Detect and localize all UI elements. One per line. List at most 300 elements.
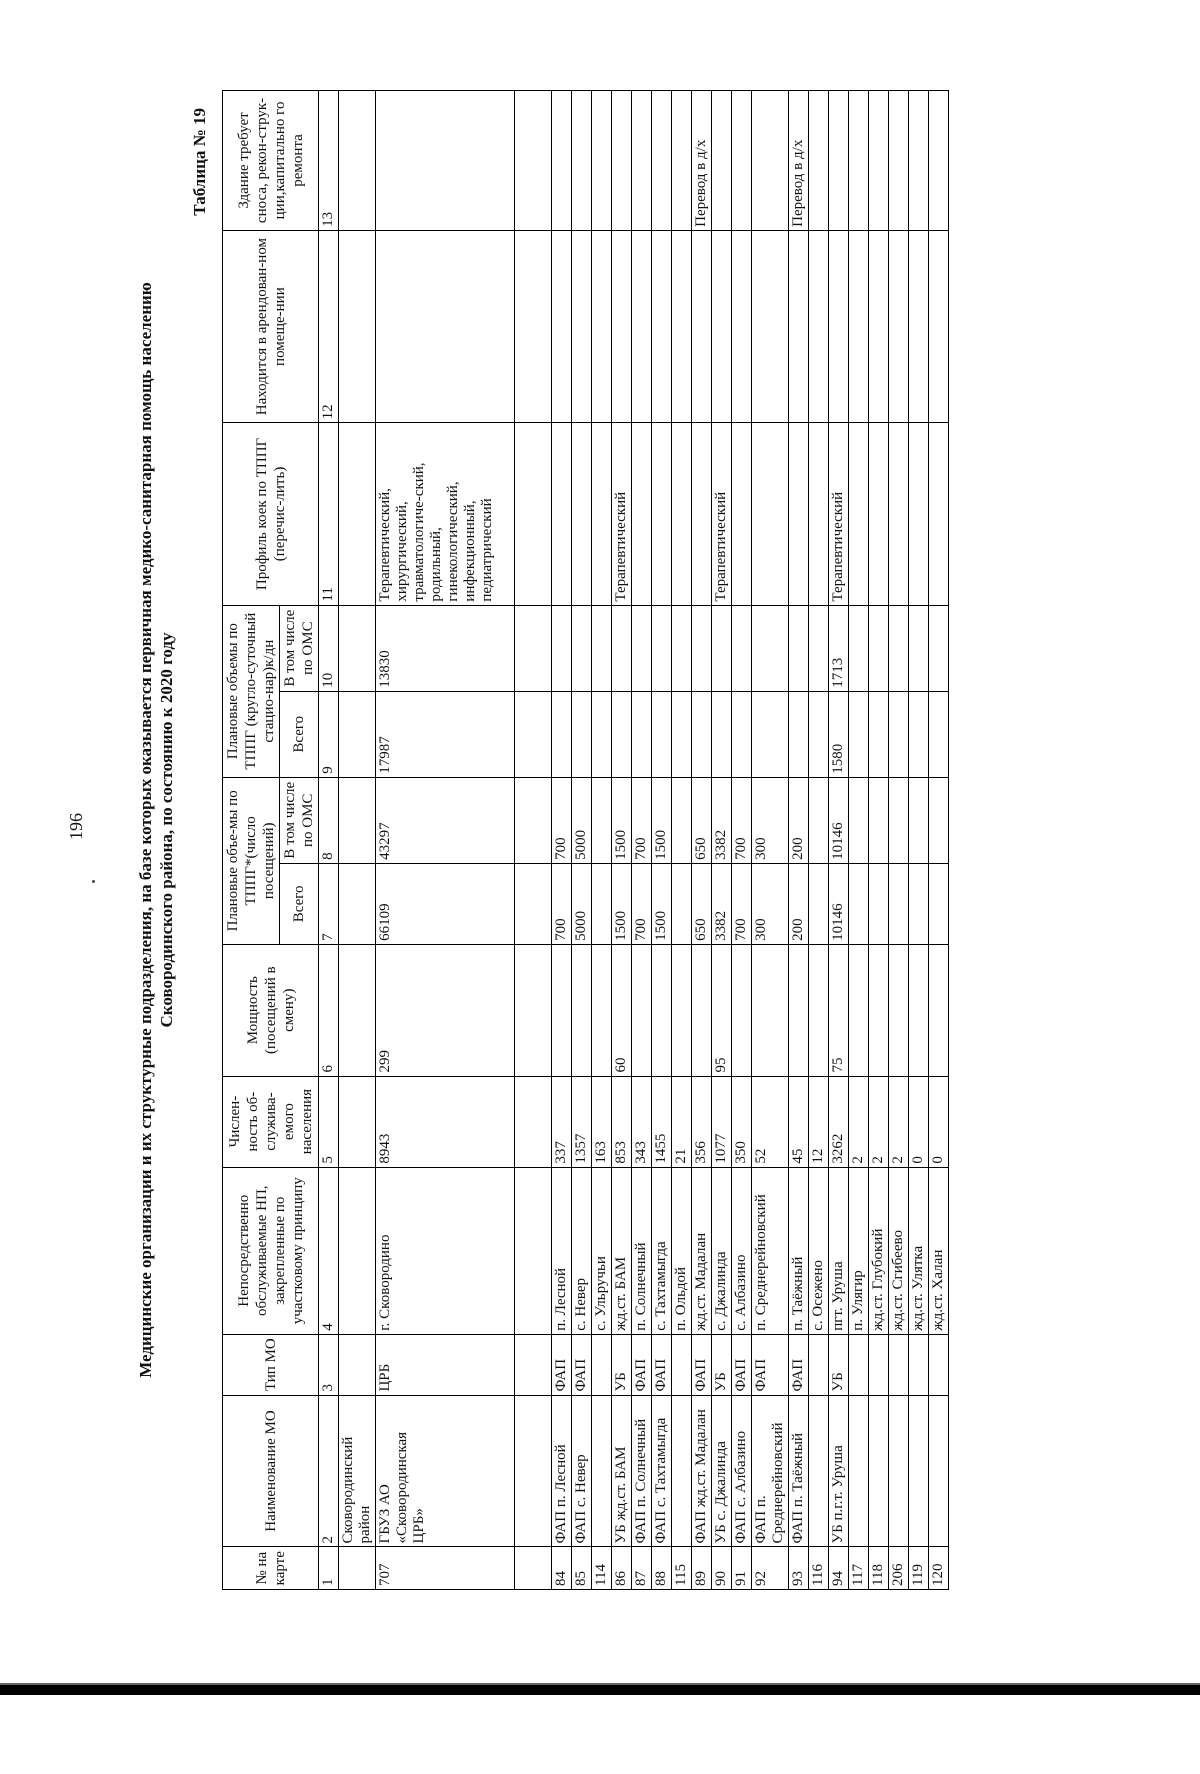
building-repair-cell <box>849 91 869 231</box>
visits-oms-cell <box>592 777 612 863</box>
column-number: 1 <box>319 1547 339 1590</box>
mo-type-cell <box>889 1334 909 1395</box>
beddays-total-cell <box>809 691 829 777</box>
table-row <box>712 91 732 1590</box>
rented-cell <box>552 230 572 422</box>
visits-total-cell: 3382 <box>712 863 732 944</box>
visits-oms-cell: 700 <box>552 777 572 863</box>
beddays-oms-cell <box>732 605 752 691</box>
beddays-total-cell <box>592 691 612 777</box>
mo-name-cell <box>592 1395 612 1547</box>
column-number: 8 <box>319 777 339 863</box>
column-number: 5 <box>319 1076 339 1167</box>
population-cell: 356 <box>692 1076 712 1167</box>
visits-oms-cell <box>515 777 552 863</box>
capacity-cell <box>552 944 572 1076</box>
beddays-oms-cell <box>889 605 909 691</box>
rented-cell <box>572 230 592 422</box>
population-cell: 3262 <box>829 1076 849 1167</box>
building-repair-cell <box>652 91 672 231</box>
visits-total-cell: 200 <box>789 863 809 944</box>
settlement-cell: с. Албазино <box>732 1167 752 1334</box>
visits-oms-cell: 3382 <box>712 777 732 863</box>
rented-cell <box>515 230 552 422</box>
capacity-cell <box>515 944 552 1076</box>
visits-total-cell <box>592 863 612 944</box>
map-number-cell: 92 <box>752 1547 789 1590</box>
column-number: 2 <box>319 1395 339 1547</box>
beddays-total-cell <box>849 691 869 777</box>
settlement-cell: п. Улягир <box>849 1167 869 1334</box>
mo-name-cell: Сковородинский район <box>339 1395 376 1547</box>
visits-oms-cell: 300 <box>752 777 789 863</box>
table-row <box>849 91 869 1590</box>
bed-profile-cell <box>592 423 612 605</box>
map-number-cell: 86 <box>612 1547 632 1590</box>
population-cell: 2 <box>869 1076 889 1167</box>
bed-profile-cell <box>849 423 869 605</box>
rented-cell <box>339 230 376 422</box>
rented-cell <box>829 230 849 422</box>
rented-cell <box>632 230 652 422</box>
visits-total-cell <box>909 863 929 944</box>
settlement-cell: п. Таёжный <box>789 1167 809 1334</box>
capacity-cell <box>652 944 672 1076</box>
rented-cell <box>869 230 889 422</box>
header-beddays-oms: В том числе по ОМС <box>280 605 319 691</box>
mo-name-cell: ФАП с. Невер <box>572 1395 592 1547</box>
capacity-cell: 299 <box>376 944 515 1076</box>
building-repair-cell <box>889 91 909 231</box>
mo-type-cell: ФАП <box>789 1334 809 1395</box>
map-number-cell: 120 <box>929 1547 949 1590</box>
population-cell: 1077 <box>712 1076 732 1167</box>
column-number: 7 <box>319 863 339 944</box>
visits-oms-cell <box>339 777 376 863</box>
bed-profile-cell <box>789 423 809 605</box>
bed-profile-cell <box>752 423 789 605</box>
building-repair-cell <box>712 91 732 231</box>
column-number: 9 <box>319 691 339 777</box>
building-repair-cell <box>929 91 949 231</box>
visits-oms-cell <box>929 777 949 863</box>
mo-name-cell: ФАП с. Албазино <box>732 1395 752 1547</box>
rented-cell <box>732 230 752 422</box>
bed-profile-cell <box>572 423 592 605</box>
rented-cell <box>612 230 632 422</box>
rented-cell <box>592 230 612 422</box>
header-capacity: Мощность (посещений в смену) <box>223 944 319 1076</box>
mo-type-cell <box>809 1334 829 1395</box>
capacity-cell: 95 <box>712 944 732 1076</box>
rented-cell <box>752 230 789 422</box>
table-label: Таблица № 19 <box>190 108 209 216</box>
map-number-cell <box>339 1547 376 1590</box>
building-repair-cell: Перевод в д/х <box>789 91 809 231</box>
header-bed-profile: Профиль коек по ТППГ (перечис-лить) <box>223 423 319 605</box>
beddays-total-cell <box>652 691 672 777</box>
column-number: 6 <box>319 944 339 1076</box>
building-repair-cell <box>612 91 632 231</box>
mo-type-cell: ФАП <box>572 1334 592 1395</box>
mo-type-cell: УБ <box>712 1334 732 1395</box>
bed-profile-cell <box>909 423 929 605</box>
population-cell <box>515 1076 552 1167</box>
map-number-cell: 114 <box>592 1547 612 1590</box>
rented-cell <box>849 230 869 422</box>
beddays-oms-cell <box>692 605 712 691</box>
map-number-cell: 91 <box>732 1547 752 1590</box>
bed-profile-cell <box>929 423 949 605</box>
mo-name-cell <box>515 1395 552 1547</box>
mo-type-cell <box>929 1334 949 1395</box>
bed-profile-cell <box>732 423 752 605</box>
mo-type-cell <box>339 1334 376 1395</box>
building-repair-cell <box>752 91 789 231</box>
map-number-cell: 85 <box>572 1547 592 1590</box>
beddays-total-cell <box>752 691 789 777</box>
bed-profile-cell <box>809 423 829 605</box>
settlement-cell: с. Ульручьи <box>592 1167 612 1334</box>
visits-oms-cell <box>849 777 869 863</box>
header-mo-type: Тип МО <box>223 1334 319 1395</box>
beddays-oms-cell <box>909 605 929 691</box>
settlement-cell <box>339 1167 376 1334</box>
table-row <box>909 91 929 1590</box>
header-visits-oms: В том числе по ОМС <box>280 777 319 863</box>
header-visits-total: Всего <box>280 863 319 944</box>
population-cell: 2 <box>889 1076 909 1167</box>
beddays-oms-cell <box>672 605 692 691</box>
bed-profile-cell: Терапевтический <box>612 423 632 605</box>
beddays-oms-cell <box>652 605 672 691</box>
beddays-oms-cell <box>515 605 552 691</box>
map-number-cell: 118 <box>869 1547 889 1590</box>
population-cell: 343 <box>632 1076 652 1167</box>
capacity-cell: 75 <box>829 944 849 1076</box>
settlement-cell: с. Осежено <box>809 1167 829 1334</box>
mo-name-cell <box>869 1395 889 1547</box>
settlement-cell: г. Сковородино <box>376 1167 515 1334</box>
visits-total-cell <box>515 863 552 944</box>
mo-type-cell <box>672 1334 692 1395</box>
beddays-total-cell <box>712 691 732 777</box>
beddays-oms-cell <box>809 605 829 691</box>
document-title <box>135 150 177 1510</box>
mo-name-cell: ФАП с. Тахтамыгда <box>652 1395 672 1547</box>
settlement-cell: жд.ст. Улятка <box>909 1167 929 1334</box>
beddays-total-cell <box>692 691 712 777</box>
bed-profile-cell <box>632 423 652 605</box>
title-line-1: Медицинские организации и их структурные подразделения, на базе которых оказывается первичная медико-санитарная помощь населению <box>136 282 155 1378</box>
visits-oms-cell: 43297 <box>376 777 515 863</box>
capacity-cell <box>672 944 692 1076</box>
settlement-cell: жд.ст. Сгибеево <box>889 1167 909 1334</box>
beddays-total-cell <box>789 691 809 777</box>
building-repair-cell <box>552 91 572 231</box>
table-row <box>592 91 612 1590</box>
column-number-row <box>319 91 339 1590</box>
visits-total-cell <box>929 863 949 944</box>
beddays-oms-cell <box>929 605 949 691</box>
building-repair-cell <box>339 91 376 231</box>
header-map-number: № на карте <box>223 1547 319 1590</box>
rotated-page-content <box>0 60 1000 1620</box>
header-rented: Находится в арендован-ном помеще-нии <box>223 230 319 422</box>
header-row-1 <box>223 91 280 1590</box>
map-number-cell: 84 <box>552 1547 572 1590</box>
population-cell: 337 <box>552 1076 572 1167</box>
table-row <box>552 91 572 1590</box>
rented-cell <box>789 230 809 422</box>
capacity-cell <box>339 944 376 1076</box>
mo-type-cell: ФАП <box>632 1334 652 1395</box>
rented-cell <box>376 230 515 422</box>
table-row <box>515 91 552 1590</box>
beddays-total-cell: 17987 <box>376 691 515 777</box>
population-cell: 8943 <box>376 1076 515 1167</box>
map-number-cell: 90 <box>712 1547 732 1590</box>
population-cell: 0 <box>909 1076 929 1167</box>
mo-name-cell: ФАП п. Среднерейновский <box>752 1395 789 1547</box>
building-repair-cell <box>376 91 515 231</box>
bed-profile-cell <box>552 423 572 605</box>
settlement-cell: пгт. Уруша <box>829 1167 849 1334</box>
bed-profile-cell <box>692 423 712 605</box>
capacity-cell <box>789 944 809 1076</box>
visits-oms-cell: 5000 <box>572 777 592 863</box>
mo-name-cell <box>809 1395 829 1547</box>
map-number-cell <box>515 1547 552 1590</box>
population-cell: 12 <box>809 1076 829 1167</box>
population-cell: 52 <box>752 1076 789 1167</box>
table-row <box>869 91 889 1590</box>
visits-total-cell <box>869 863 889 944</box>
beddays-total-cell <box>869 691 889 777</box>
map-number-cell: 115 <box>672 1547 692 1590</box>
bed-profile-cell: Терапевтический <box>829 423 849 605</box>
settlement-cell: п. Лесной <box>552 1167 572 1334</box>
map-number-cell: 116 <box>809 1547 829 1590</box>
bed-profile-cell <box>515 423 552 605</box>
rented-cell <box>909 230 929 422</box>
mo-type-cell: ФАП <box>652 1334 672 1395</box>
table-row <box>376 91 515 1590</box>
capacity-cell <box>692 944 712 1076</box>
mo-name-cell <box>672 1395 692 1547</box>
table-row <box>929 91 949 1590</box>
table-row <box>652 91 672 1590</box>
visits-total-cell: 5000 <box>572 863 592 944</box>
bed-profile-cell <box>652 423 672 605</box>
population-cell: 163 <box>592 1076 612 1167</box>
capacity-cell <box>732 944 752 1076</box>
mo-name-cell: ФАП п. Таёжный <box>789 1395 809 1547</box>
visits-oms-cell <box>869 777 889 863</box>
header-planned-visits: Плановые объе-мы по ТППГ*(число посещений) <box>223 777 280 944</box>
beddays-oms-cell: 1713 <box>829 605 849 691</box>
beddays-oms-cell: 13830 <box>376 605 515 691</box>
mo-type-cell <box>592 1334 612 1395</box>
mo-type-cell <box>909 1334 929 1395</box>
rented-cell <box>652 230 672 422</box>
mo-type-cell <box>869 1334 889 1395</box>
beddays-total-cell: 1580 <box>829 691 849 777</box>
bed-profile-cell: Терапевтический, хирургический, травматологиче-ский, родильный, гинекологический, инфекционный, педиатрический <box>376 423 515 605</box>
table-row <box>809 91 829 1590</box>
mo-type-cell: ФАП <box>752 1334 789 1395</box>
beddays-total-cell <box>632 691 652 777</box>
column-number: 4 <box>319 1167 339 1334</box>
settlement-cell: жд.ст. Халан <box>929 1167 949 1334</box>
header-planned-beddays: Плановые объемы по ТППГ (кругло-суточный стацио-нар)к/дн <box>223 605 280 777</box>
beddays-oms-cell <box>632 605 652 691</box>
settlement-cell: с. Джалинда <box>712 1167 732 1334</box>
table-body <box>319 91 949 1590</box>
beddays-total-cell <box>732 691 752 777</box>
header-building-repair: Здание требует сноса, рекон-струк-ции,капитально го ремонта <box>223 91 319 231</box>
visits-oms-cell: 700 <box>632 777 652 863</box>
settlement-cell: с. Невер <box>572 1167 592 1334</box>
table-row <box>889 91 909 1590</box>
building-repair-cell: Перевод в д/х <box>692 91 712 231</box>
visits-total-cell: 1500 <box>652 863 672 944</box>
building-repair-cell <box>572 91 592 231</box>
mo-name-cell: ФАП жд.ст. Мадалан <box>692 1395 712 1547</box>
header-beddays-total: Всего <box>280 691 319 777</box>
settlement-cell: п. Ольдой <box>672 1167 692 1334</box>
mo-type-cell: ФАП <box>692 1334 712 1395</box>
visits-total-cell: 10146 <box>829 863 849 944</box>
column-number: 13 <box>319 91 339 231</box>
visits-total-cell: 300 <box>752 863 789 944</box>
beddays-total-cell <box>552 691 572 777</box>
settlement-cell: жд.ст. БАМ <box>612 1167 632 1334</box>
mo-type-cell: ФАП <box>732 1334 752 1395</box>
settlement-cell: жд.ст. Мадалан <box>692 1167 712 1334</box>
building-repair-cell <box>809 91 829 231</box>
beddays-oms-cell <box>572 605 592 691</box>
mo-type-cell: УБ <box>612 1334 632 1395</box>
beddays-total-cell <box>672 691 692 777</box>
visits-oms-cell: 1500 <box>652 777 672 863</box>
map-number-cell: 88 <box>652 1547 672 1590</box>
mo-type-cell <box>849 1334 869 1395</box>
column-number: 11 <box>319 423 339 605</box>
rented-cell <box>809 230 829 422</box>
visits-total-cell <box>672 863 692 944</box>
visits-oms-cell: 200 <box>789 777 809 863</box>
settlement-cell <box>515 1167 552 1334</box>
column-number: 12 <box>319 230 339 422</box>
population-cell: 1357 <box>572 1076 592 1167</box>
building-repair-cell <box>592 91 612 231</box>
table-row <box>572 91 592 1590</box>
beddays-oms-cell <box>712 605 732 691</box>
visits-oms-cell: 700 <box>732 777 752 863</box>
beddays-oms-cell <box>849 605 869 691</box>
beddays-total-cell <box>612 691 632 777</box>
table-row <box>672 91 692 1590</box>
building-repair-cell <box>909 91 929 231</box>
mo-name-cell <box>889 1395 909 1547</box>
beddays-total-cell <box>339 691 376 777</box>
bed-profile-cell: Терапевтический <box>712 423 732 605</box>
population-cell: 0 <box>929 1076 949 1167</box>
map-number-cell: 93 <box>789 1547 809 1590</box>
map-number-cell: 117 <box>849 1547 869 1590</box>
table-row <box>752 91 789 1590</box>
map-number-cell: 206 <box>889 1547 909 1590</box>
page-number: 196 <box>66 813 86 840</box>
beddays-oms-cell <box>869 605 889 691</box>
capacity-cell <box>592 944 612 1076</box>
mo-name-cell <box>849 1395 869 1547</box>
header-served-settlements: Непосредственно обслуживаемые НП, закрепленные по участковому принципу <box>223 1167 319 1334</box>
table-row <box>612 91 632 1590</box>
settlement-cell: п. Солнечный <box>632 1167 652 1334</box>
rented-cell <box>889 230 909 422</box>
population-cell: 1455 <box>652 1076 672 1167</box>
rented-cell <box>712 230 732 422</box>
rented-cell <box>672 230 692 422</box>
table-row <box>692 91 712 1590</box>
map-number-cell: 119 <box>909 1547 929 1590</box>
bed-profile-cell <box>889 423 909 605</box>
visits-oms-cell <box>889 777 909 863</box>
visits-total-cell <box>849 863 869 944</box>
population-cell: 45 <box>789 1076 809 1167</box>
mo-name-cell: УБ жд.ст. БАМ <box>612 1395 632 1547</box>
capacity-cell <box>889 944 909 1076</box>
capacity-cell <box>632 944 652 1076</box>
map-number-cell: 707 <box>376 1547 515 1590</box>
beddays-total-cell <box>929 691 949 777</box>
column-number: 10 <box>319 605 339 691</box>
title-line-2: Сковородинского района, по состоянию к 2020 году <box>157 632 176 1028</box>
table-row <box>789 91 809 1590</box>
mo-type-cell <box>515 1334 552 1395</box>
facilities-table <box>222 90 949 1590</box>
beddays-oms-cell <box>552 605 572 691</box>
bed-profile-cell <box>339 423 376 605</box>
visits-total-cell: 700 <box>552 863 572 944</box>
beddays-oms-cell <box>592 605 612 691</box>
visits-total-cell: 1500 <box>612 863 632 944</box>
mo-name-cell: ГБУЗ АО «Сковородинская ЦРБ» <box>376 1395 515 1547</box>
population-cell: 350 <box>732 1076 752 1167</box>
capacity-cell <box>909 944 929 1076</box>
column-number: 3 <box>319 1334 339 1395</box>
mo-name-cell <box>929 1395 949 1547</box>
mo-name-cell <box>909 1395 929 1547</box>
table-row <box>339 91 376 1590</box>
visits-oms-cell <box>909 777 929 863</box>
building-repair-cell <box>672 91 692 231</box>
population-cell: 2 <box>849 1076 869 1167</box>
building-repair-cell <box>632 91 652 231</box>
building-repair-cell <box>515 91 552 231</box>
visits-total-cell <box>339 863 376 944</box>
mo-type-cell: ЦРБ <box>376 1334 515 1395</box>
visits-oms-cell <box>809 777 829 863</box>
beddays-total-cell <box>572 691 592 777</box>
bed-profile-cell <box>869 423 889 605</box>
beddays-oms-cell <box>339 605 376 691</box>
map-number-cell: 87 <box>632 1547 652 1590</box>
map-number-cell: 89 <box>692 1547 712 1590</box>
mo-name-cell: УБ с. Джалинда <box>712 1395 732 1547</box>
